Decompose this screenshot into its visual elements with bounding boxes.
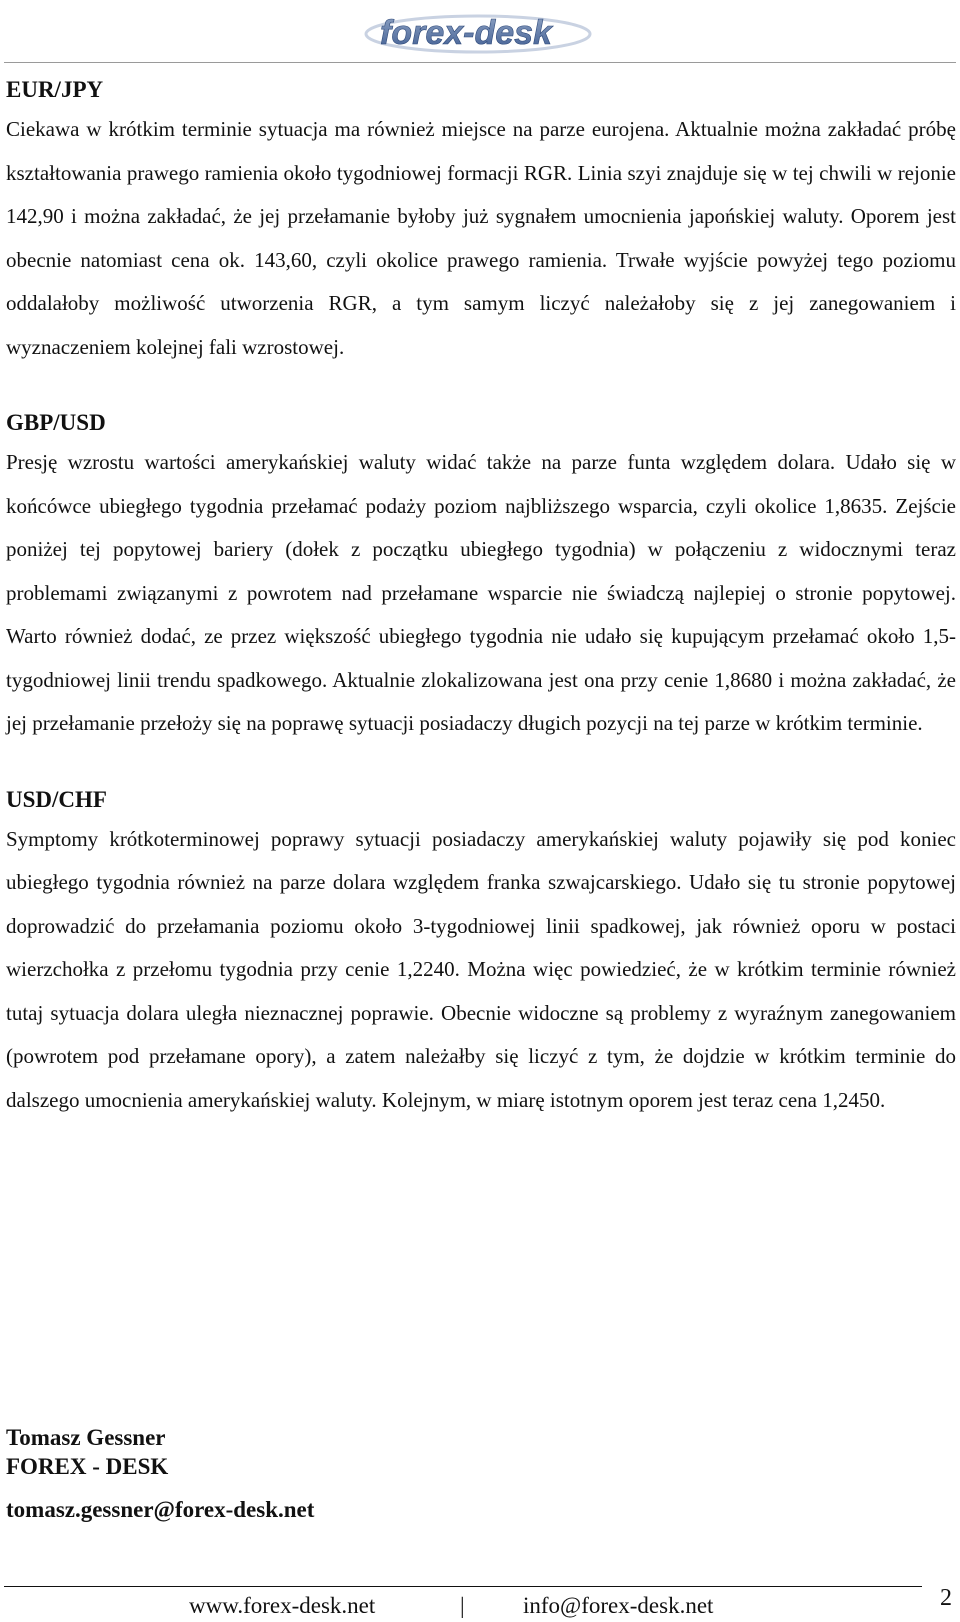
section-gbp-usd: [6, 409, 956, 746]
footer-separator: |: [460, 1593, 465, 1618]
section-heading: GBP/USD: [6, 410, 106, 435]
svg-text:forex-desk: forex-desk: [380, 14, 552, 52]
footer-website-link[interactable]: www.forex-desk.net: [189, 1593, 376, 1618]
footer-email-link[interactable]: info@forex-desk.net: [523, 1593, 714, 1618]
section-paragraph: Symptomy krótkoterminowej poprawy sytuacji posiadaczy amerykańskiej waluty pojawiły się pod koniec ubiegłego tygodnia również na parze dolara względem franka szwajcarskiego. Udało się tu stronie popytowej doprowadzić do przełamania poziomu około 3-tygodniowej linii spadkowej, jak również oporu w postaci wierzchołka z przełomu tygodnia przy cenie 1,2240. Można więc powiedzieć, że w krótkim terminie również tutaj sytuacja dolara uległa nieznacznej poprawie. Obecnie widoczne są problemy z wyraźnym zanegowaniem (powrotem pod przełamane opory), a zatem należałby się liczyć z tym, że dojdzie w krótkim terminie do dalszego umocnienia amerykańskiej waluty. Kolejnym, w miarę istotnym oporem jest teraz cena 1,2450.: [6, 826, 956, 1112]
header-divider: [4, 62, 956, 63]
author-email[interactable]: tomasz.gessner@forex-desk.net: [6, 1497, 315, 1522]
section-heading: USD/CHF: [6, 786, 107, 812]
section-paragraph: Presję wzrostu wartości amerykańskiej waluty widać także na parze funta względem dolara. Udało się w końcówce ubiegłego tygodnia przełamać podaży poziom najbliższego wsparcia, czyli okolice 1,8635. Zejście poniżej tej popytowej bariery (dołek z początku ubiegłego tygodnia) w połączeniu z widocznymi teraz problemami związanymi z powrotem nad przełamane wsparcie nie świadczą najlepiej o stronie popytowej. Warto również dodać, ze przez większość ubiegłego tygodnia nie udało się kupującym przełamać około 1,5-tygodniowej linii trendu spadkowego. Aktualnie zlokalizowana jest ona przy cenie 1,8680 i można zakładać, że jej przełamanie przełoży się na poprawę sytuacji posiadaczy długich pozycji na tej parze w krótkim terminie.: [6, 450, 956, 735]
author-signature: [6, 1423, 314, 1524]
section-paragraph: Ciekawa w krótkim terminie sytuacja ma również miejsce na parze eurojena. Aktualnie można zakładać próbę kształtowania prawego ramienia około tygodniowej formacji RGR. Linia szyi znajduje się w tej chwili w rejonie 142,90 i można zakładać, że jej przełamanie byłoby już sygnałem umocnienia japońskiej waluty. Oporem jest obecnie natomiast cena ok. 143,60, czyli okolice prawego ramienia. Trwałe wyjście powyżej tego poziomu oddalałoby możliwość utworzenia RGR, a tym samym liczyć należałoby się z jej zanegowaniem i wyznaczeniem kolejnej fali wzrostowej.: [6, 117, 956, 359]
author-company: FOREX - DESK: [6, 1454, 169, 1479]
section-heading: EUR/JPY: [6, 77, 104, 102]
page-number: 2: [940, 1585, 952, 1611]
section-eur-jpy: [6, 76, 956, 369]
section-usd-chf: [6, 786, 956, 1123]
footer-divider: [4, 1586, 922, 1587]
forex-desk-logo: [358, 4, 608, 58]
document-body: [6, 76, 956, 1122]
author-name: Tomasz Gessner: [6, 1425, 166, 1450]
